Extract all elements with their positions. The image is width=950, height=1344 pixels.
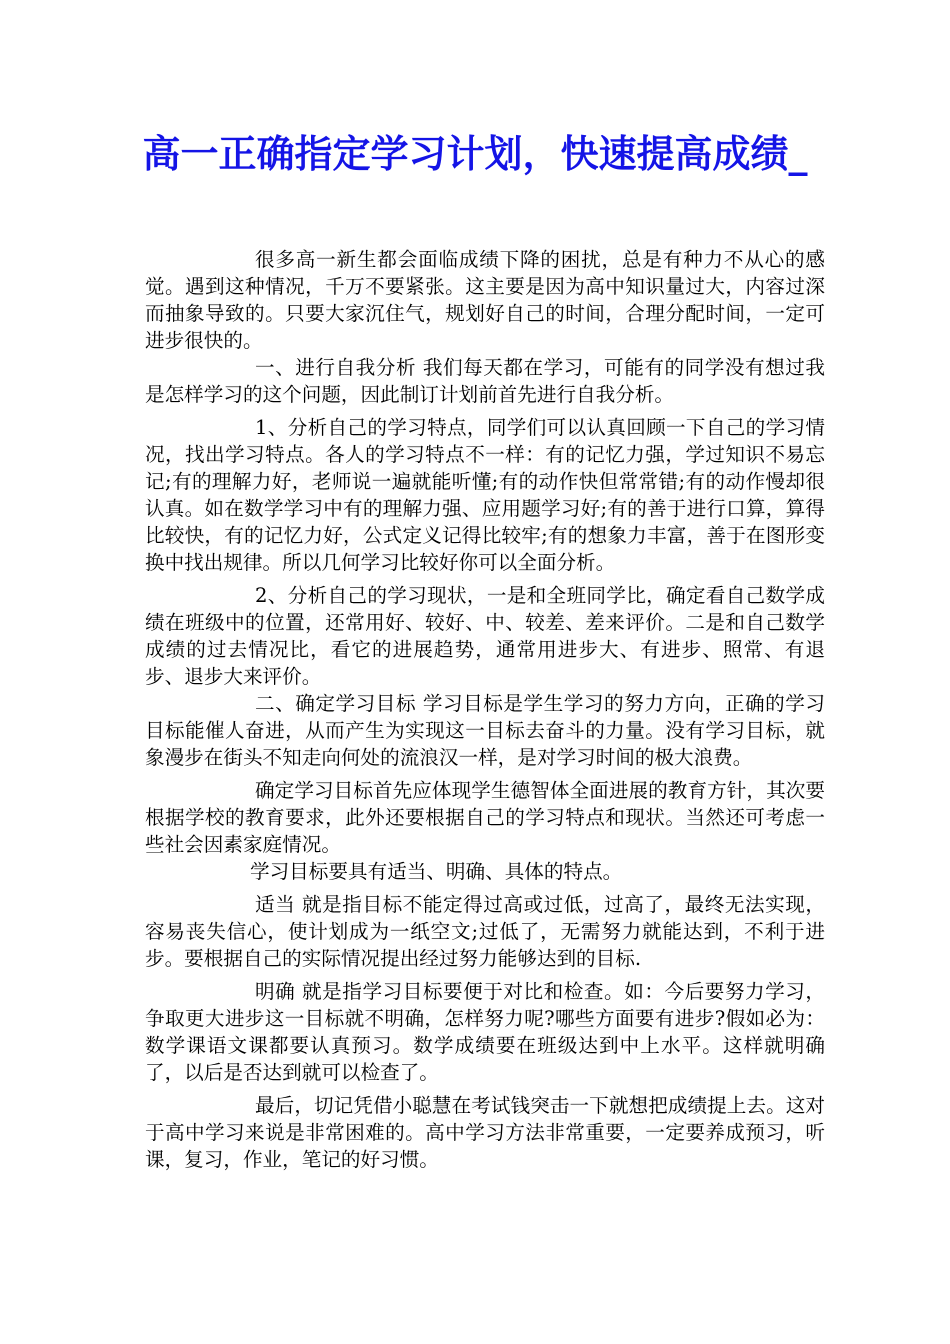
document-body xyxy=(145,246,825,1173)
paragraph-learning-traits: 1、分析自己的学习特点，同学们可以认真回顾一下自己的学习情况，找出学习特点。各人的学习特点不一样：有的记忆力强，学过知识不易忘记;有的理解力好，老师说一遍就能听懂;有的动作快但常常错;有的动作慢却很认真。如在数学学习中有的理解力强、应用题学习好;有的善于进行口算，算得比较快，有的记忆力好，公式定义记得比较牢;有的想象力丰富，善于在图形变换中找出规律。所以几何学习比较好你可以全面分析。 xyxy=(145,416,825,574)
paragraph-intro: 很多高一新生都会面临成绩下降的困扰，总是有种力不从心的感觉。遇到这种情况，千万不要紧张。这主要是因为高中知识量过大，内容过深而抽象导致的。只要大家沉住气，规划好自己的时间，合理分配时间，一定可进步很快的。 xyxy=(145,248,825,352)
paragraph-goal-principles: 确定学习目标首先应体现学生德智体全面进展的教育方针，其次要根据学校的教育要求，此外还要根据自己的学习特点和现状。当然还可考虑一些社会因素家庭情况。 xyxy=(145,779,825,856)
document-title: 高一正确指定学习计划，快速提高成绩_ xyxy=(142,132,808,176)
paragraph-learning-status: 2、分析自己的学习现状，一是和全班同学比，确定看自己数学成绩在班级中的位置，还常用好、较好、中、较差、差来评价。二是和自己数学成绩的过去情况比，看它的进展趋势，通常用进步大、有进步、照常、有退步、退步大来评价。 xyxy=(145,584,825,688)
paragraph-appropriate: 适当 就是指目标不能定得过高或过低，过高了，最终无法实现，容易丧失信心，使计划成为一纸空文;过低了，无需努力就能达到，不利于进步。要根据自己的实际情况提出经过努力能够达到的目标. xyxy=(145,893,825,970)
paragraph-finally: 最后，切记凭借小聪慧在考试钱突击一下就想把成绩提上去。这对于高中学习来说是非常困难的。高中学习方法非常重要，一定要养成预习，听课，复习，作业，笔记的好习惯。 xyxy=(145,1094,825,1171)
paragraph-set-goals: 二、确定学习目标 学习目标是学生学习的努力方向，正确的学习目标能催人奋进，从而产生为实现这一目标去奋斗的力量。没有学习目标，就象漫步在街头不知走向何处的流浪汉一样，是对学习时间的极大浪费。 xyxy=(145,692,825,769)
paragraph-clear: 明确 就是指学习目标要便于对比和检查。如：今后要努力学习，争取更大进步这一目标就不明确，怎样努力呢?哪些方面要有进步?假如必为：数学课语文课都要认真预习。数学成绩要在班级达到中上水平。这样就明确了，以后是否达到就可以检查了。 xyxy=(145,980,825,1084)
paragraph-goal-features: 学习目标要具有适当、明确、具体的特点。 xyxy=(250,860,623,883)
paragraph-self-analysis: 一、进行自我分析 我们每天都在学习，可能有的同学没有想过我是怎样学习的这个问题，因此制订计划前首先进行自我分析。 xyxy=(145,356,825,406)
